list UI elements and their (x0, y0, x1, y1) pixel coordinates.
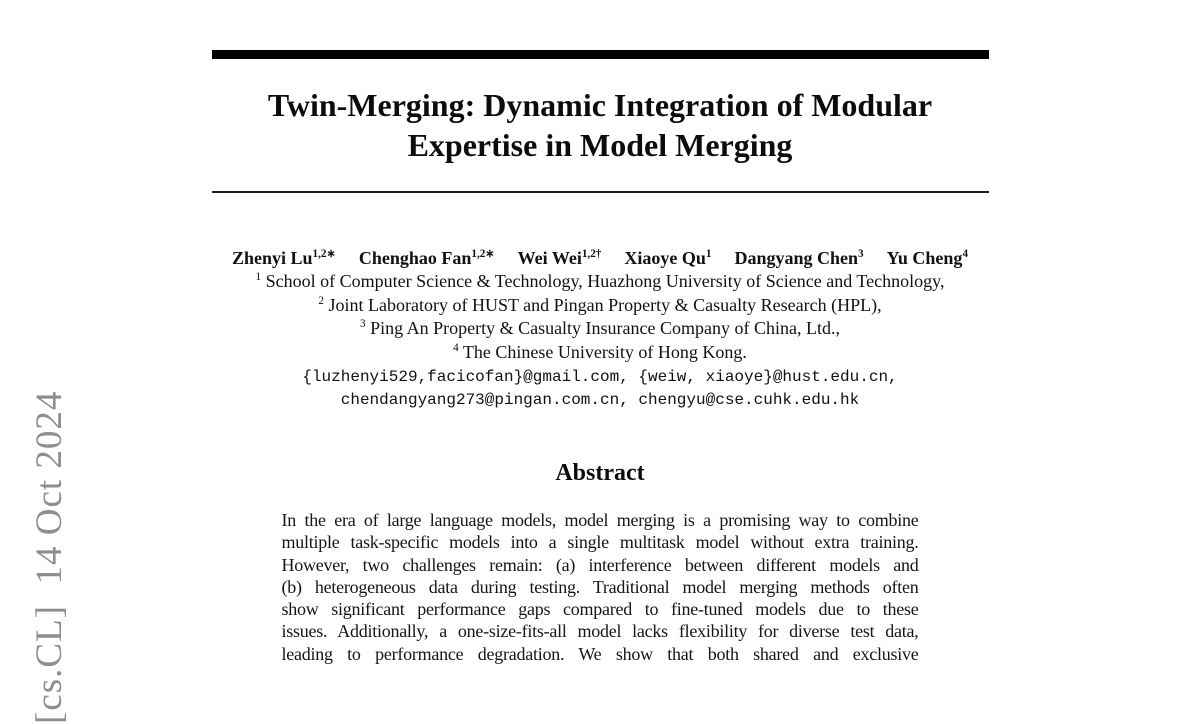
paper-content (212, 50, 989, 665)
email-line: chendangyang273@pingan.com.cn, chengyu@cse.cuhk.edu.hk (340, 391, 860, 409)
author-name: Chenghao Fan (358, 248, 472, 268)
author-affil-marks: 4 (962, 248, 969, 260)
author-name: Wei Wei (517, 248, 582, 268)
affil-mark: 2 (318, 294, 324, 307)
author-name: Zhenyi Lu (231, 248, 313, 268)
affiliation (212, 341, 989, 365)
author-name: Xiaoye Qu (624, 248, 706, 268)
author (518, 248, 602, 268)
affiliation (212, 294, 989, 318)
authors-line (212, 246, 989, 270)
affiliation (212, 270, 989, 294)
paper-title-line-1: Twin-Merging: Dynamic Integration of Modular (267, 87, 933, 123)
abstract-line: (b) heterogeneous data during testing. Traditional model merging methods often (281, 576, 919, 597)
abstract-heading: Abstract (555, 460, 645, 486)
author (887, 248, 968, 268)
author-affil-marks: 1 (705, 248, 712, 260)
affil-text: School of Computer Science & Technology, Huazhong University of Science and Technology, (261, 271, 945, 291)
paper-page (0, 50, 1200, 724)
abstract-line: issues. Additionally, a one-size-fits-all model lacks flexibility for diverse test data, (281, 621, 919, 642)
abstract-line: In the era of large language models, model merging is a promising way to combine (281, 510, 919, 530)
author (359, 248, 495, 268)
abstract-line: multiple task-specific models into a single multitask model without extra training. (281, 532, 919, 553)
affil-text: The Chinese University of Hong Kong. (458, 341, 747, 362)
affil-text: Ping An Property & Casualty Insurance Company of China, Ltd., (365, 318, 841, 338)
abstract-line: show significant performance gaps compared to fine-tuned models due to these (281, 599, 919, 620)
affil-mark: 3 (359, 318, 366, 330)
abstract-line: However, two challenges remain: (a) interference between different models and (281, 554, 919, 575)
author-name: Dangyang Chen (734, 248, 858, 268)
emails-block (212, 366, 989, 412)
affiliations-block (212, 270, 989, 364)
abstract-body (282, 509, 919, 665)
author (734, 248, 863, 268)
abstract-line: leading to performance degradation. We show that both shared and exclusive (281, 643, 919, 664)
affil-mark: 1 (255, 271, 262, 283)
author (232, 248, 336, 268)
paper-title-line-2: Expertise in Model Merging (407, 127, 793, 163)
author-affil-marks: 3 (857, 248, 864, 260)
author-name: Yu Cheng (886, 248, 963, 268)
author-affil-marks: 1,2∗ (471, 248, 495, 260)
top-rule (212, 50, 989, 59)
title-bottom-rule (212, 191, 989, 193)
affil-mark: 4 (453, 341, 459, 354)
arxiv-stamp: [cs.CL] 14 Oct 2024 (29, 390, 70, 724)
author (624, 248, 711, 268)
affiliation (212, 317, 989, 341)
email-line: {luzhenyi529,facicofan}@gmail.com, {weiw, xiaoye}@hust.edu.cn, (302, 368, 898, 386)
author-affil-marks: 1,2∗ (312, 248, 336, 260)
affil-text: Joint Laboratory of HUST and Pingan Property & Casualty Research (HPL), (324, 294, 882, 315)
paper-title (212, 85, 989, 165)
author-affil-marks: 1,2† (581, 248, 602, 260)
